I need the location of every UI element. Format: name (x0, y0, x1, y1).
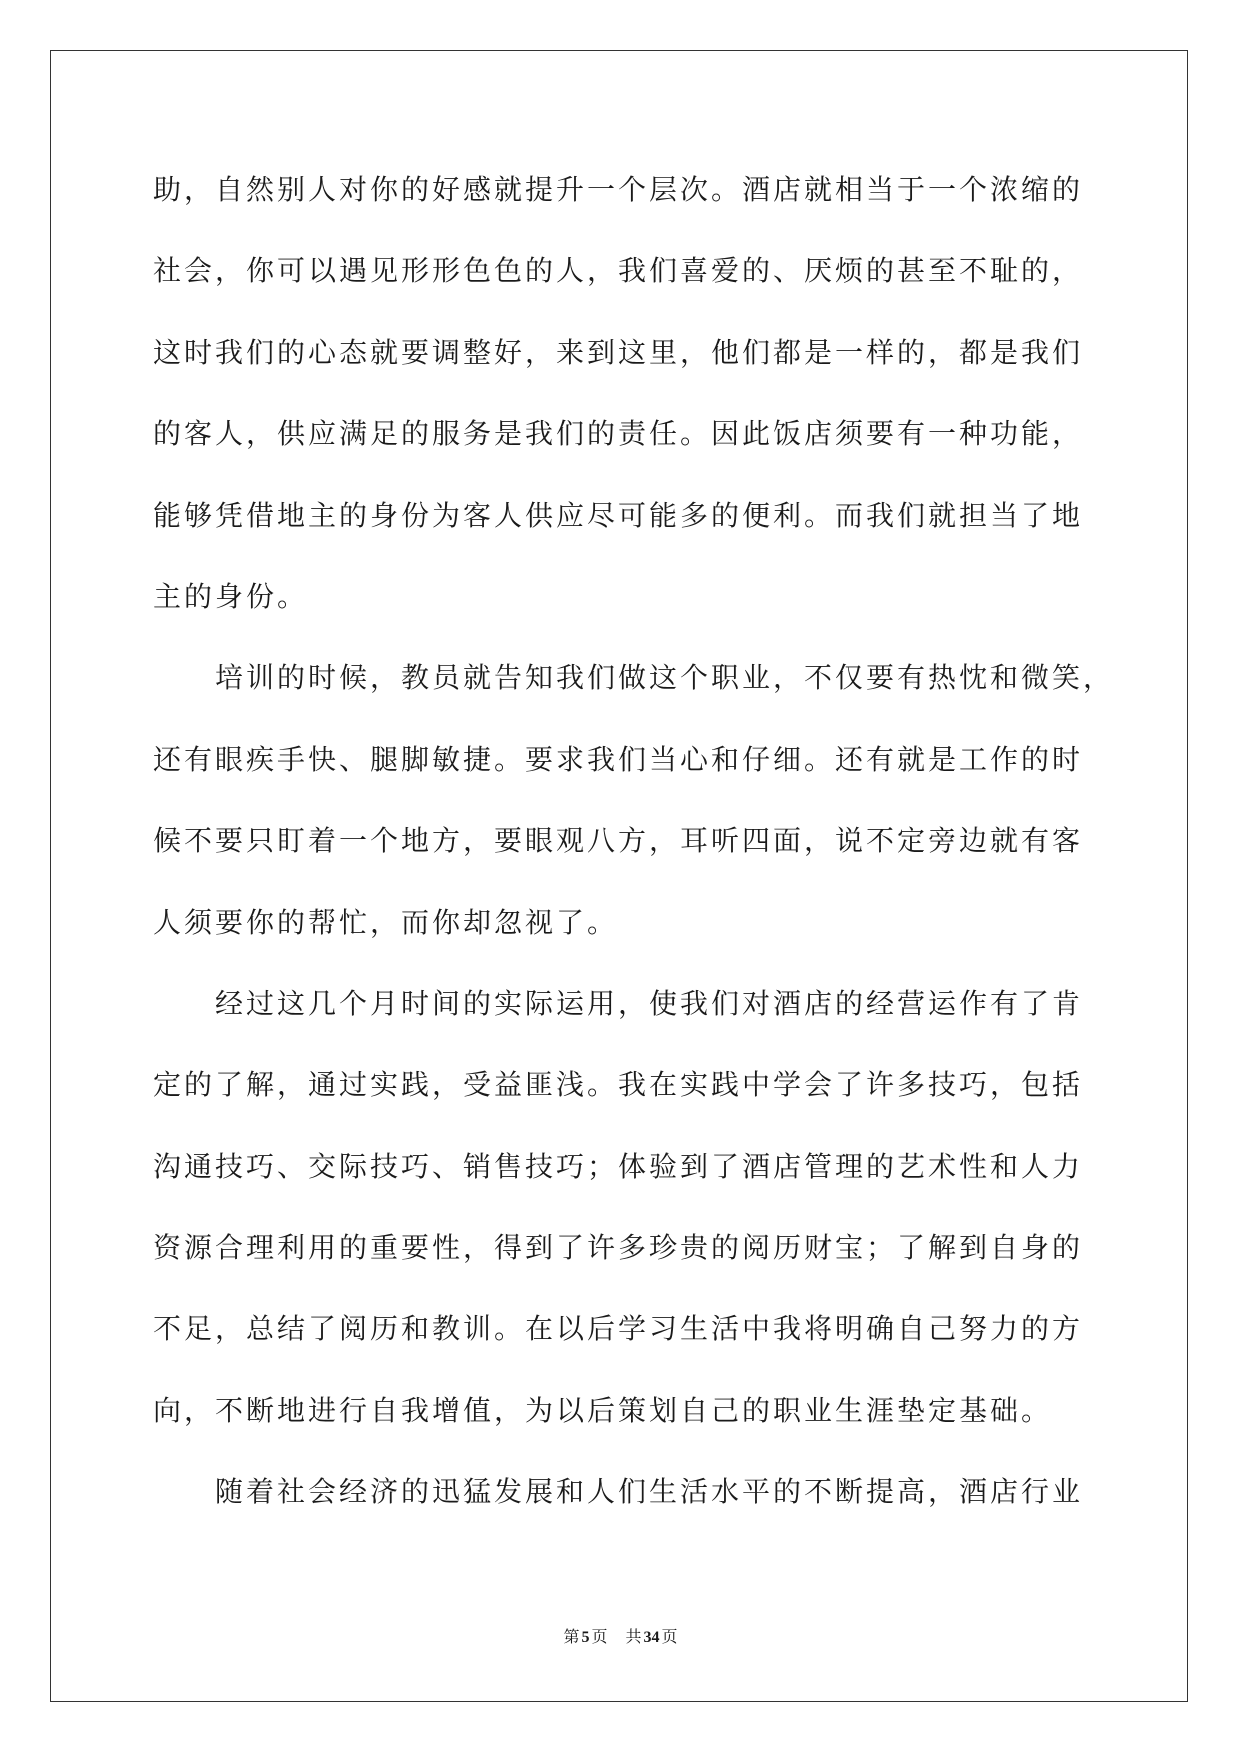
text-line: 这时我们的心态就要调整好，来到这里，他们都是一样的，都是我们 (153, 335, 1084, 369)
paragraph (153, 1451, 1153, 1532)
text-line: 不足，总结了阅历和教训。在以后学习生活中我将明确自己努力的方 (153, 1312, 1084, 1346)
text-line: 候不要只盯着一个地方，要眼观八方，耳听四面，说不定旁边就有客 (153, 824, 1084, 858)
text-line: 经过这几个月时间的实际运用，使我们对酒店的经营运作有了肯 (215, 986, 1084, 1020)
paragraph (153, 963, 1153, 1451)
text-line: 能够凭借地主的身份为客人供应尽可能多的便利。而我们就担当了地 (153, 498, 1084, 532)
text-line: 的客人，供应满足的服务是我们的责任。因此饭店须要有一种功能， (153, 417, 1084, 451)
total-prefix: 共 (625, 1629, 642, 1646)
paragraph (153, 149, 1153, 637)
text-line: 人须要你的帮忙，而你却忽视了。 (153, 905, 619, 939)
text-line: 社会，你可以遇见形形色色的人，我们喜爱的、厌烦的甚至不耻的， (153, 254, 1084, 288)
text-line: 主的身份。 (153, 579, 309, 613)
total-pages: 34 (643, 1629, 660, 1646)
total-suffix: 页 (661, 1629, 678, 1646)
text-line: 培训的时候，教员就告知我们做这个职业，不仅要有热忱和微笑， (215, 661, 1115, 695)
text-line: 还有眼疾手快、腿脚敏捷。要求我们当心和仔细。还有就是工作的时 (153, 742, 1084, 776)
text-line: 助，自然别人对你的好感就提升一个层次。酒店就相当于一个浓缩的 (153, 173, 1084, 206)
text-line: 资源合理利用的重要性，得到了许多珍贵的阅历财宝；了解到自身的 (153, 1231, 1084, 1265)
text-line: 定的了解，通过实践，受益匪浅。我在实践中学会了许多技巧，包括 (153, 1068, 1084, 1102)
document-body (153, 149, 1153, 1533)
paragraph (153, 637, 1153, 963)
page-suffix: 页 (591, 1629, 608, 1646)
page-number: 5 (581, 1629, 590, 1646)
text-line: 沟通技巧、交际技巧、销售技巧；体验到了酒店管理的艺术性和人力 (153, 1149, 1084, 1183)
page-prefix: 第 (563, 1629, 580, 1646)
page-footer (0, 1626, 1241, 1650)
text-line: 随着社会经济的迅猛发展和人们生活水平的不断提高，酒店行业 (215, 1475, 1084, 1509)
text-line: 向，不断地进行自我增值，为以后策划自己的职业生涯垫定基础。 (153, 1393, 1053, 1427)
